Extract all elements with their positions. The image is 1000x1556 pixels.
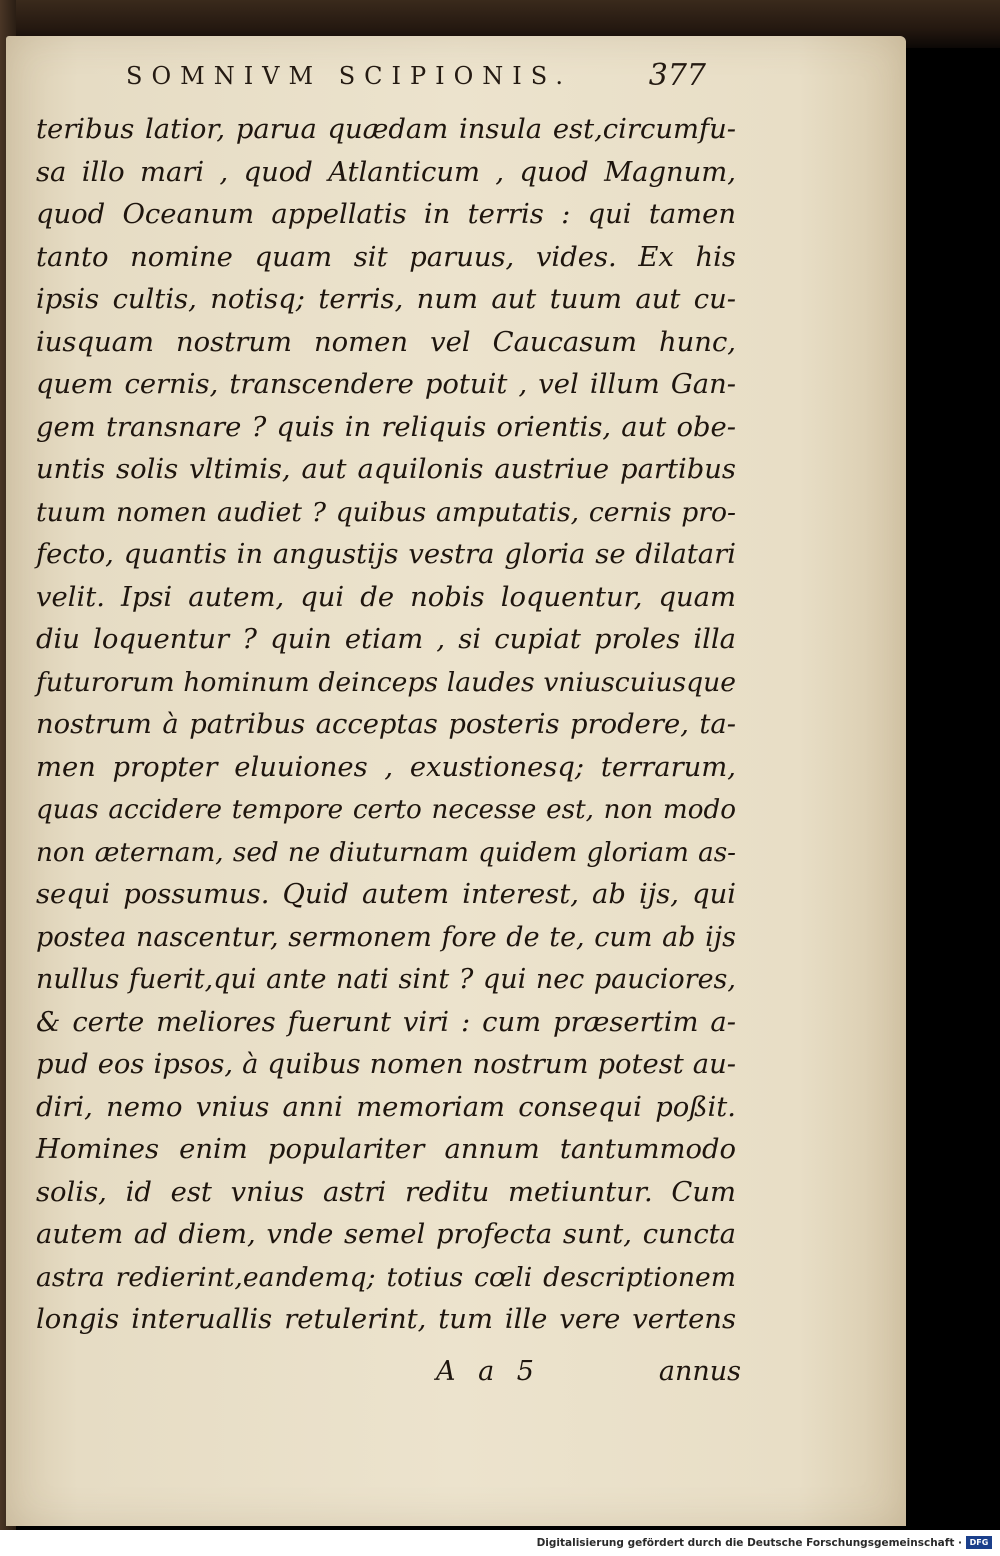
running-head-title: SOMNIVM SCIPIONIS. <box>126 62 572 90</box>
text-line: gem transnare ? quis in reliquis orientis, aut obe- <box>36 411 736 443</box>
text-line: Homines enim populariter annum tantummodo <box>36 1134 736 1165</box>
text-line: sa illo mari , quod Atlanticum , quod Magnum, <box>36 156 736 188</box>
funding-credit: Digitalisierung gefördert durch die Deutsche Forschungsgemeinschaft · <box>536 1537 962 1549</box>
text-line: iusquam nostrum nomen vel Caucasum hunc, <box>36 326 736 358</box>
text-line: pud eos ipsos, à quibus nomen nostrum potest au- <box>36 1049 736 1080</box>
text-line: astra redierint,eandemq; totius cœli descriptionem <box>36 1261 736 1293</box>
text-line: diri, nemo vnius anni memoriam consequi poßit. <box>36 1091 736 1123</box>
text-line: diu loquentur ? quin etiam , si cupiat proles illa <box>36 624 736 655</box>
text-line: postea nascentur, sermonem fore de te, cum ab ijs <box>36 921 736 953</box>
running-head <box>126 60 706 100</box>
text-line: tuum nomen audiet ? quibus amputatis, cernis pro- <box>36 496 736 528</box>
text-line: quod Oceanum appellatis in terris : qui tamen <box>36 199 736 230</box>
text-line: longis interuallis retulerint, tum ille vere vertens <box>36 1304 736 1335</box>
dfg-logo-icon: DFG <box>966 1536 992 1549</box>
page-number: 377 <box>648 58 706 93</box>
text-line: & certe meliores fuerunt viri : cum præsertim a- <box>36 1006 736 1038</box>
footer-strip <box>0 1530 1000 1556</box>
catchline <box>436 1356 741 1396</box>
text-line: futurorum hominum deinceps laudes vniuscuiusque <box>36 666 736 698</box>
text-line: autem ad diem, vnde semel profecta sunt, cuncta <box>36 1219 736 1250</box>
text-line: teribus latior, parua quædam insula est,circumfu- <box>36 114 736 145</box>
text-line: quas accidere tempore certo necesse est, non modo <box>36 795 736 825</box>
text-line: sequi possumus. Quid autem interest, ab ijs, qui <box>36 879 736 910</box>
text-line: men propter eluuiones , exustionesq; terrarum, <box>36 751 736 783</box>
signature-mark: A a 5 <box>436 1356 534 1387</box>
text-line: fecto, quantis in angustijs vestra gloria se dilatari <box>36 539 736 570</box>
text-line: tanto nomine quam sit paruus, vides. Ex his <box>36 241 736 273</box>
text-line: nostrum à patribus acceptas posteris prodere, ta- <box>36 709 736 740</box>
text-line: ipsis cultis, notisq; terris, num aut tuum aut cu- <box>36 284 736 315</box>
text-line: quem cernis, transcendere potuit , vel illum Gan- <box>36 369 736 400</box>
book-page <box>6 36 906 1526</box>
text-block <box>36 109 736 1342</box>
catchword: annus <box>658 1356 741 1387</box>
text-line: non æternam, sed ne diuturnam quidem gloriam as- <box>36 837 736 868</box>
text-line: velit. Ipsi autem, qui de nobis loquentur, quam <box>36 581 736 613</box>
text-line: untis solis vltimis, aut aquilonis austriue partibus <box>36 454 736 485</box>
text-line: nullus fuerit,qui ante nati sint ? qui nec pauciores, <box>36 964 736 995</box>
text-line: solis, id est vnius astri reditu metiuntur. Cum <box>36 1176 736 1208</box>
